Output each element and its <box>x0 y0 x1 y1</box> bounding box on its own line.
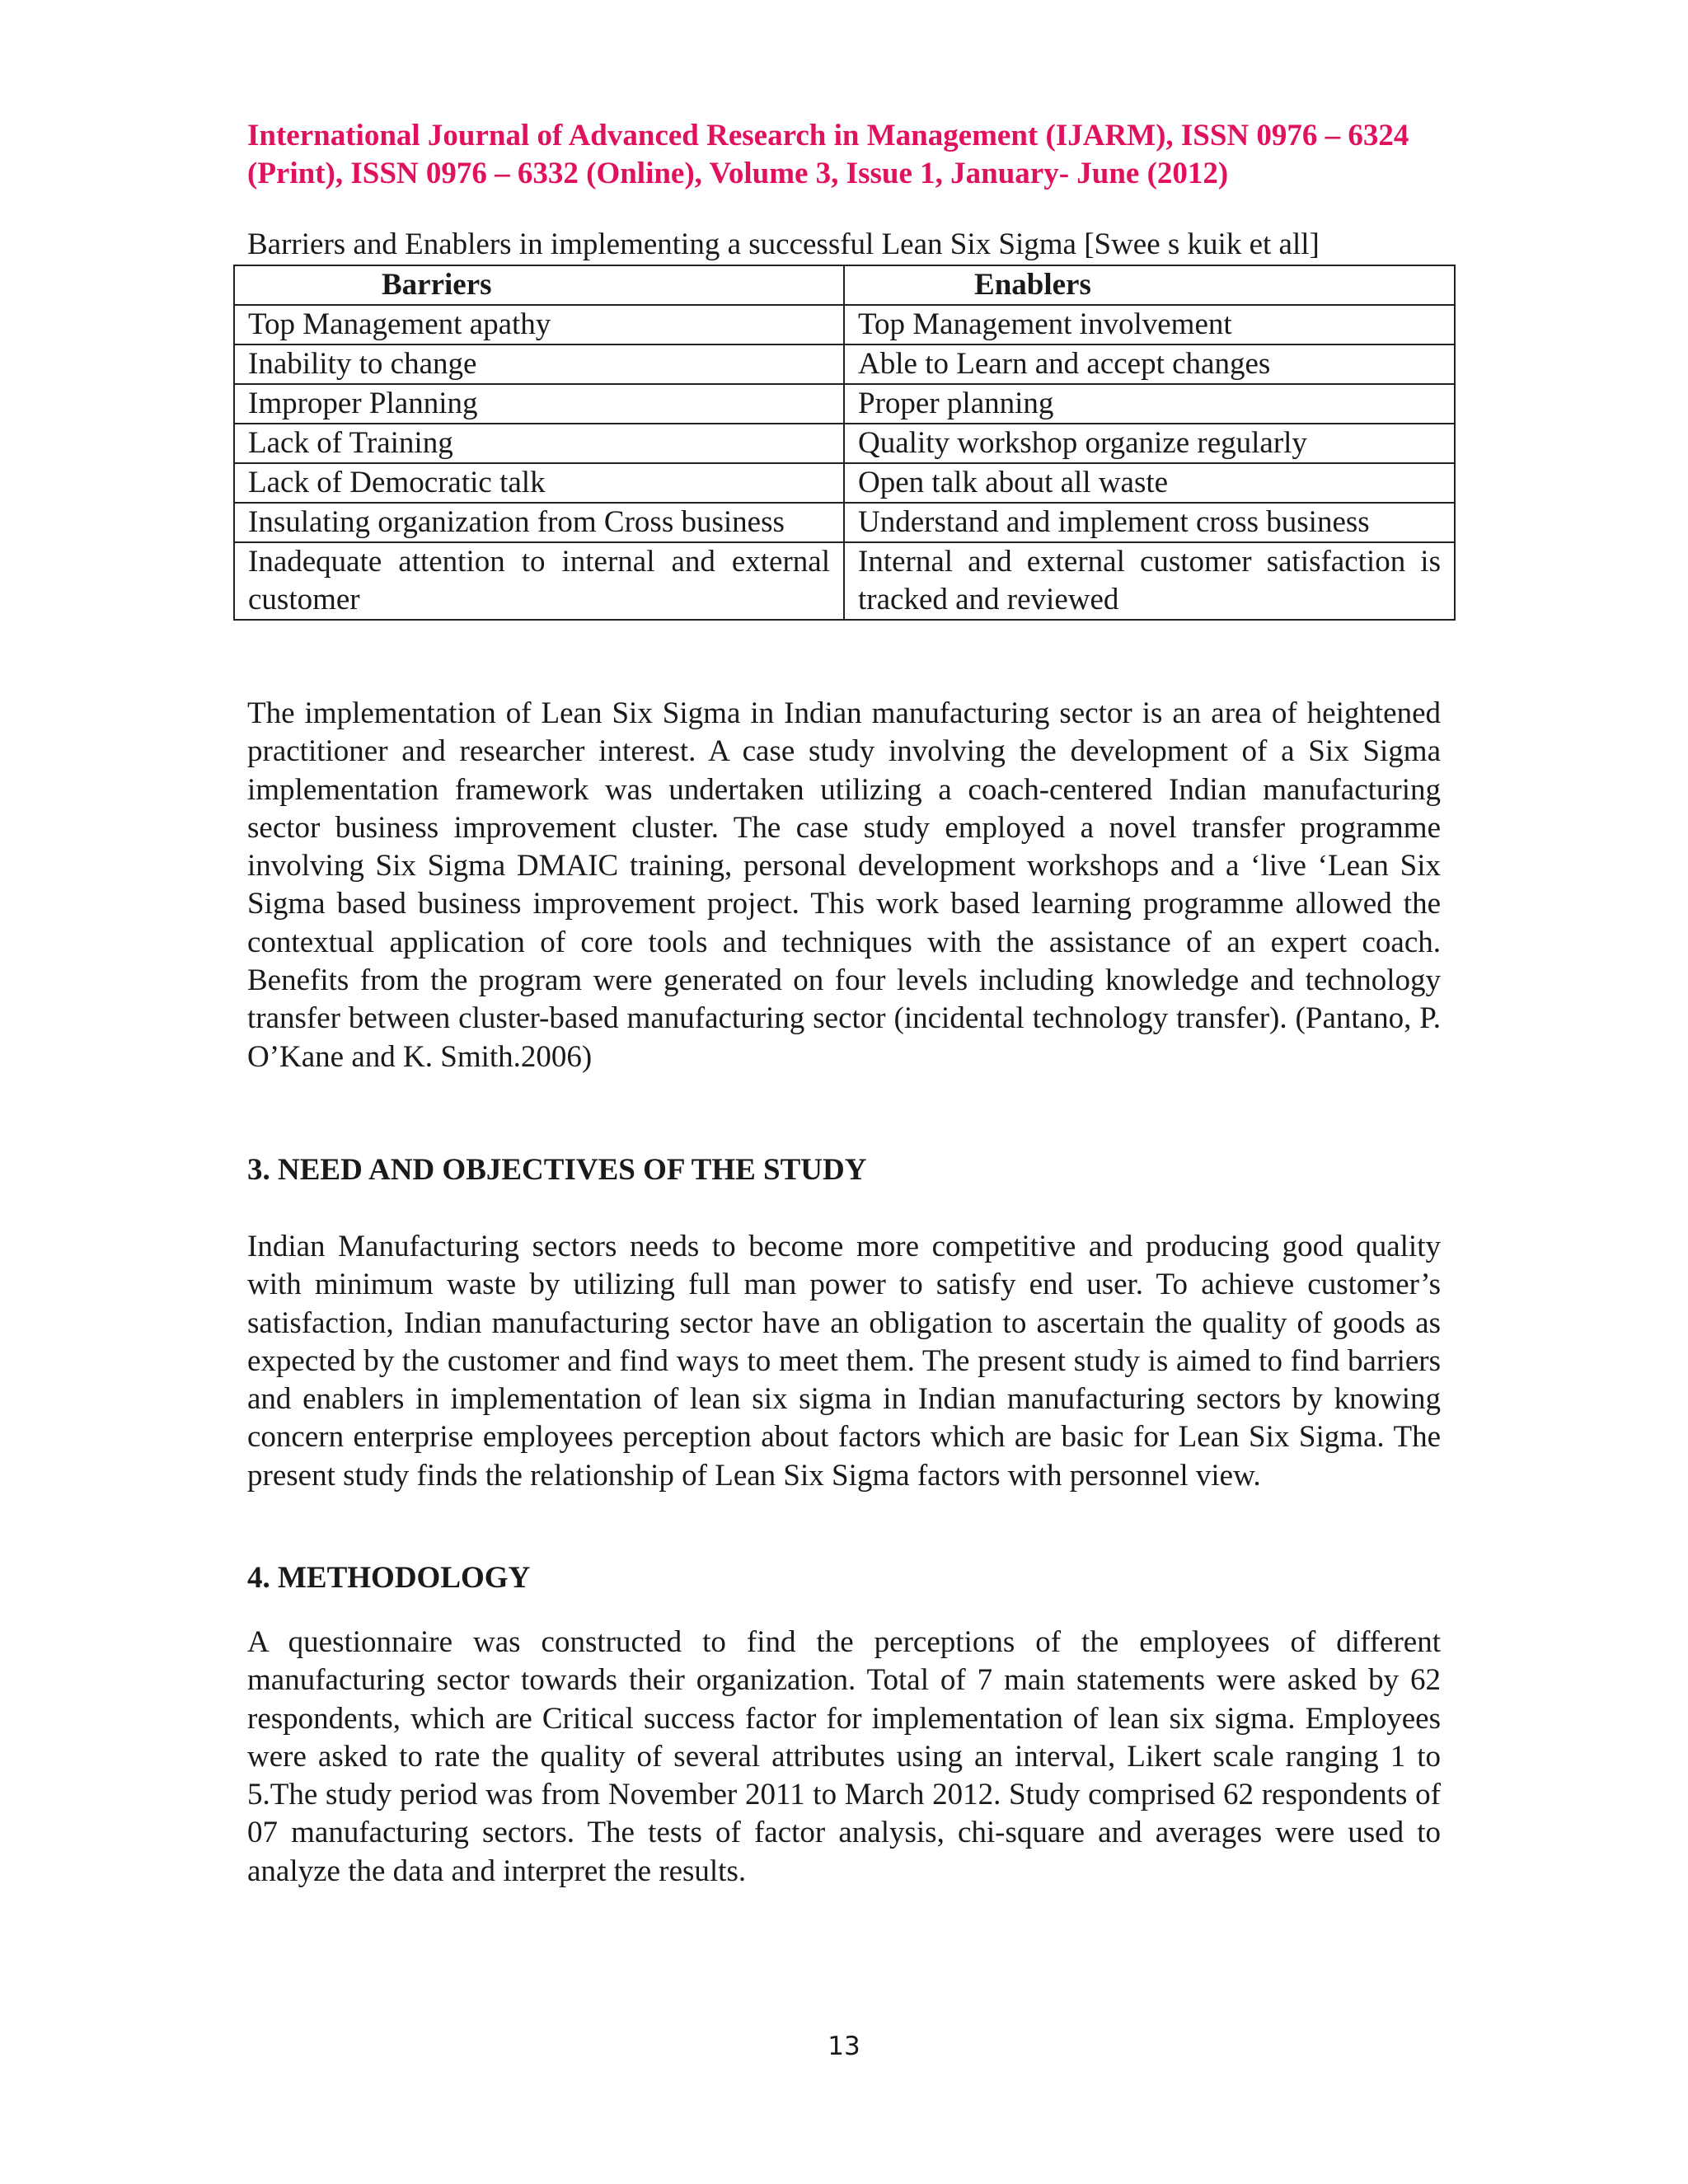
table-row <box>234 424 1455 463</box>
barrier-cell: Inadequate attention to internal and external customer <box>234 542 844 620</box>
table-header-row <box>234 265 1455 305</box>
table-row <box>234 503 1455 542</box>
enabler-cell: Open talk about all waste <box>844 463 1455 503</box>
enabler-cell: Quality workshop organize regularly <box>844 424 1455 463</box>
enabler-cell: Proper planning <box>844 384 1455 424</box>
body-paragraph-methodology: A questionnaire was constructed to find the perceptions of the employees of different manufacturing sector towards their organization. Total of 7 main statements were asked by 62 respondents, which are Critical success factor for implementation of lean six sigma. Employees were asked to rate the quality of several attributes using an interval, Likert scale ranging 1 to 5.The study period was from November 2011 to March 2012. Study comprised 62 respondents of 07 manufacturing sectors. The tests of factor analysis, chi-square and averages were used to analyze the data and interpret the results. <box>247 1625 1441 1888</box>
table-row <box>234 305 1455 344</box>
table-row <box>234 463 1455 503</box>
table-row <box>234 344 1455 384</box>
barrier-cell: Lack of Democratic talk <box>234 463 844 503</box>
barrier-cell: Lack of Training <box>234 424 844 463</box>
enabler-cell: Top Management involvement <box>844 305 1455 344</box>
body-paragraph-lean-six-sigma-implementation: The implementation of Lean Six Sigma in Indian manufacturing sector is an area of heightened practitioner and researcher interest. A case study involving the development of a Six Sigma implementation framework was undertaken utilizing a coach-centered Indian manufacturing sector business improvement cluster. The case study employed a novel transfer programme involving Six Sigma DMAIC training, personal development workshops and a ‘live ‘Lean Six Sigma based business improvement project. This work based learning programme allowed the contextual application of core tools and techniques with the assistance of an expert coach. Benefits from the program were generated on four levels including knowledge and technology transfer between cluster-based manufacturing sector (incidental technology transfer). (Pantano, P. O’Kane and K. Smith.2006) <box>247 696 1441 1074</box>
enabler-cell: Able to Learn and accept changes <box>844 344 1455 384</box>
body-paragraph-need-and-objectives: Indian Manufacturing sectors needs to become more competitive and producing good quality with minimum waste by utilizing full man power to satisfy end user. To achieve customer’s satisfaction, Indian manufacturing sector have an obligation to ascertain the quality of goods as expected by the customer and find ways to meet them. The present study is aimed to find barriers and enablers in implementation of lean six sigma in Indian manufacturing sectors by knowing concern enterprise employees perception about factors which are basic for Lean Six Sigma. The present study finds the relationship of Lean Six Sigma factors with personnel view. <box>247 1230 1441 1493</box>
table-caption: Barriers and Enablers in implementing a successful Lean Six Sigma [Swee s kuik et all] <box>247 227 1320 261</box>
barriers-enablers-table <box>233 265 1456 621</box>
section-heading-need-and-objectives: 3. NEED AND OBJECTIVES OF THE STUDY <box>247 1153 867 1187</box>
journal-header-line-2: (Print), ISSN 0976 – 6332 (Online), Volume 3, Issue 1, January- June (2012) <box>247 157 1229 190</box>
barrier-cell: Insulating organization from Cross business <box>234 503 844 542</box>
barrier-cell: Top Management apathy <box>234 305 844 344</box>
barrier-cell: Improper Planning <box>234 384 844 424</box>
journal-header-line-1: International Journal of Advanced Research in Management (IJARM), ISSN 0976 – 6324 <box>247 119 1409 152</box>
journal-header <box>247 117 1441 193</box>
column-header-barriers: Barriers <box>234 265 844 305</box>
enabler-cell: Understand and implement cross business <box>844 503 1455 542</box>
table-row <box>234 542 1455 620</box>
page-number: 13 <box>828 2032 860 2061</box>
section-heading-methodology: 4. METHODOLOGY <box>247 1561 531 1595</box>
enabler-cell: Internal and external customer satisfaction is tracked and reviewed <box>844 542 1455 620</box>
barrier-cell: Inability to change <box>234 344 844 384</box>
column-header-enablers: Enablers <box>844 265 1455 305</box>
table-row <box>234 384 1455 424</box>
